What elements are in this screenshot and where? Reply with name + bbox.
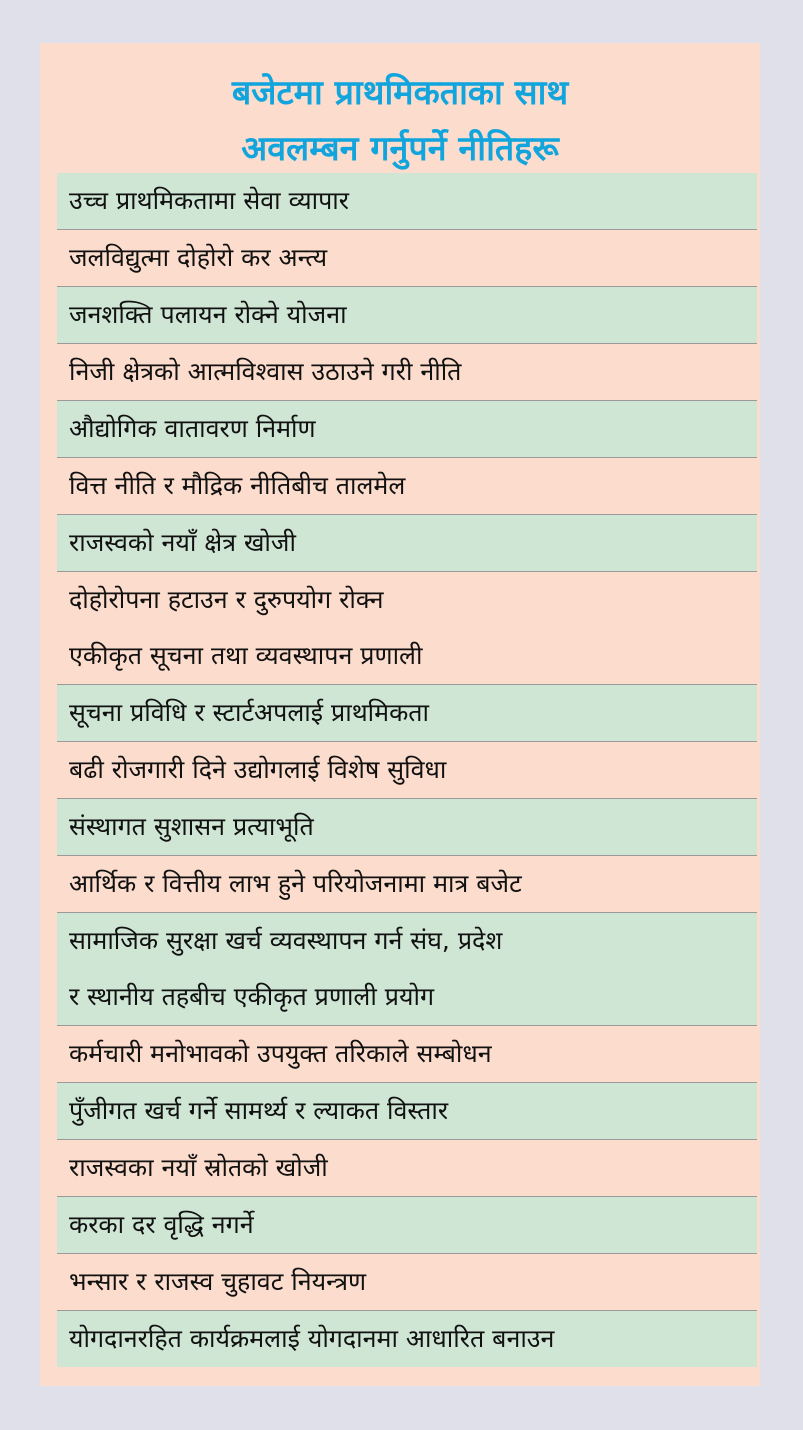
title-line-1: बजेटमा प्राथमिकताका साथ [231, 73, 569, 113]
policy-text: पुँजीगत खर्च गर्ने सामर्थ्य र ल्याकत विस्तार [69, 1096, 449, 1125]
policy-row [57, 344, 757, 401]
policy-row [57, 401, 757, 458]
policy-text: एकीकृत सूचना तथा व्यवस्थापन प्रणाली [69, 641, 423, 670]
policy-list [57, 173, 757, 1367]
title-line-2: अवलम्बन गर्नुपर्ने नीतिहरू [241, 129, 559, 169]
policy-text: जनशक्ति पलायन रोक्ने योजना [69, 300, 347, 329]
policy-row [57, 856, 757, 913]
policy-text: उच्च प्राथमिकतामा सेवा व्यापार [69, 186, 349, 215]
policy-row [57, 1083, 757, 1140]
policy-text: दोहोरोपना हटाउन र दुरुपयोग रोक्न [69, 585, 384, 614]
policy-text: राजस्वको नयाँ क्षेत्र खोजी [69, 528, 296, 557]
policy-text: जलविद्युत्मा दोहोरो कर अन्त्य [69, 243, 328, 272]
policy-row [57, 685, 757, 742]
policy-text: राजस्वका नयाँ स्रोतको खोजी [69, 1153, 328, 1182]
policy-text: निजी क्षेत्रको आत्मविश्वास उठाउने गरी नीति [69, 357, 462, 386]
policy-row [57, 230, 757, 287]
card-title [40, 65, 760, 177]
policy-text: औद्योगिक वातावरण निर्माण [69, 414, 316, 443]
policy-row [57, 1311, 757, 1367]
policy-row [57, 572, 757, 685]
policy-row [57, 913, 757, 1026]
policy-row [57, 1197, 757, 1254]
policy-text: आर्थिक र वित्तीय लाभ हुने परियोजनामा मात्र बजेट [69, 869, 522, 898]
policy-text: र स्थानीय तहबीच एकीकृत प्रणाली प्रयोग [69, 982, 435, 1011]
policy-row [57, 1026, 757, 1083]
policy-text: बढी रोजगारी दिने उद्योगलाई विशेष सुविधा [69, 755, 447, 784]
policy-row [57, 742, 757, 799]
policy-row [57, 1140, 757, 1197]
policy-text: वित्त नीति र मौद्रिक नीतिबीच तालमेल [69, 471, 406, 500]
policy-row [57, 458, 757, 515]
policy-card [40, 43, 760, 1386]
policy-row [57, 799, 757, 856]
policy-text: योगदानरहित कार्यक्रमलाई योगदानमा आधारित बनाउन [69, 1324, 555, 1353]
policy-text: सूचना प्रविधि र स्टार्टअपलाई प्राथमिकता [69, 698, 430, 727]
policy-text: संस्थागत सुशासन प्रत्याभूति [69, 812, 314, 841]
policy-row [57, 1254, 757, 1311]
policy-text: सामाजिक सुरक्षा खर्च व्यवस्थापन गर्न संघ, प्रदेश [69, 926, 503, 955]
policy-text: करका दर वृद्धि नगर्ने [69, 1210, 254, 1239]
policy-row [57, 515, 757, 572]
policy-text: भन्सार र राजस्व चुहावट नियन्त्रण [69, 1267, 367, 1296]
policy-text: कर्मचारी मनोभावको उपयुक्त तरिकाले सम्बोधन [69, 1039, 492, 1068]
policy-row [57, 173, 757, 230]
policy-row [57, 287, 757, 344]
